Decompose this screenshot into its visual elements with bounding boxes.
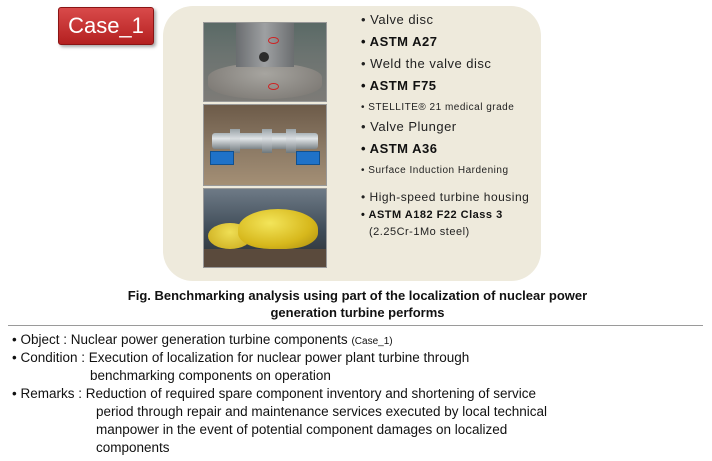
spec-item: • Valve Plunger bbox=[361, 119, 457, 134]
note-condition bbox=[12, 350, 469, 365]
valve-plunger-photo bbox=[203, 104, 327, 186]
turbine-housing-photo bbox=[203, 188, 327, 268]
figure-caption bbox=[80, 287, 635, 321]
housing-shape bbox=[238, 209, 318, 249]
support-block-shape bbox=[296, 151, 320, 165]
note-text: manpower in the event of potential component damages on localized bbox=[96, 422, 508, 437]
spec-item: • Weld the valve disc bbox=[361, 56, 492, 71]
note-label: • Object : bbox=[12, 332, 67, 347]
spec-item: • STELLITE® 21 medical grade bbox=[361, 102, 515, 113]
case-badge: Case_1 bbox=[58, 7, 154, 45]
spec-item: (2.25Cr-1Mo steel) bbox=[369, 226, 470, 238]
note-text: period through repair and maintenance services executed by local technical bbox=[96, 404, 548, 419]
note-text: benchmarking components on operation bbox=[90, 368, 331, 383]
note-text: Nuclear power generation turbine components bbox=[70, 332, 348, 347]
note-text: Reduction of required spare component inventory and shortening of service bbox=[85, 386, 537, 401]
plunger-collar-shape bbox=[230, 129, 240, 153]
spec-item: • ASTM A27 bbox=[361, 34, 438, 49]
note-object bbox=[12, 332, 393, 347]
plunger-collar-shape bbox=[262, 129, 272, 153]
disc-hole-shape bbox=[259, 52, 269, 62]
spec-item: • ASTM F75 bbox=[361, 78, 437, 93]
caption-line: Fig. Benchmarking analysis using part of the localization of nuclear power bbox=[127, 288, 588, 303]
valve-disc-photo bbox=[203, 22, 327, 102]
spec-item: • Surface Induction Hardening bbox=[361, 165, 509, 176]
support-block-shape bbox=[210, 151, 234, 165]
note-label: • Remarks : bbox=[12, 386, 82, 401]
caption-line: generation turbine performs bbox=[270, 305, 445, 320]
spec-item: • High-speed turbine housing bbox=[361, 190, 530, 204]
disc-mark-shape bbox=[268, 83, 279, 90]
note-remarks bbox=[12, 386, 536, 401]
floor-shape bbox=[204, 249, 326, 267]
spec-item: • Valve disc bbox=[361, 12, 434, 27]
spec-item: • ASTM A36 bbox=[361, 141, 438, 156]
divider bbox=[8, 325, 703, 326]
spec-item: • ASTM A182 F22 Class 3 bbox=[361, 209, 503, 221]
disc-mark-shape bbox=[268, 37, 279, 44]
disc-base-shape bbox=[208, 63, 322, 99]
note-tag: (Case_1) bbox=[351, 336, 393, 347]
note-text: Execution of localization for nuclear power plant turbine through bbox=[88, 350, 470, 365]
note-label: • Condition : bbox=[12, 350, 86, 365]
plunger-collar-shape bbox=[286, 129, 296, 153]
note-text: components bbox=[96, 440, 170, 455]
